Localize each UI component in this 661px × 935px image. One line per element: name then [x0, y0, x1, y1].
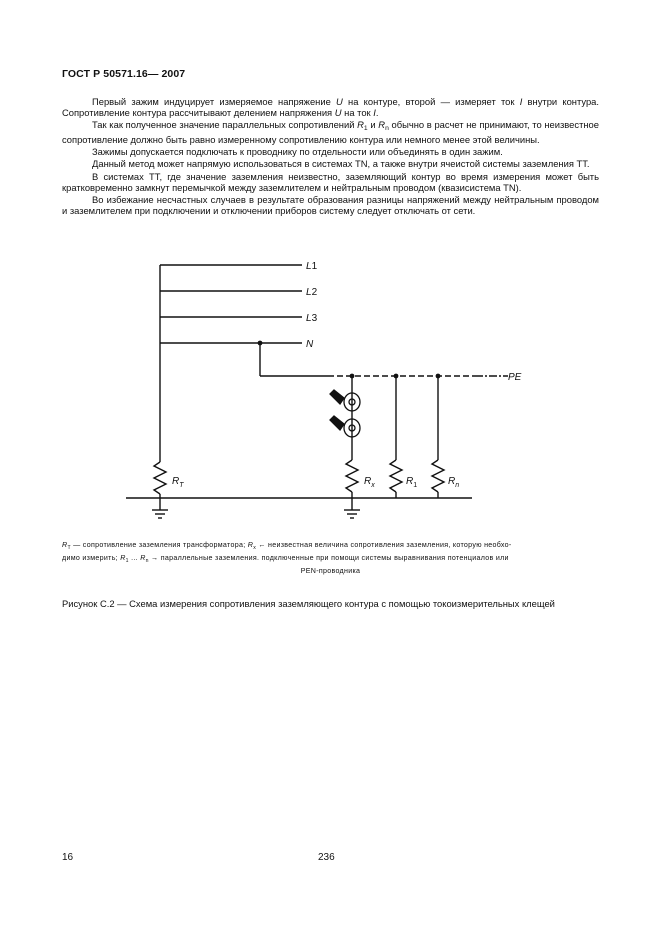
- paragraph-3: Зажимы допускается подключать к проводнику по отдельности или объединять в один зажим.: [92, 146, 503, 158]
- current-clamp-icon: [330, 390, 360, 437]
- paragraph-5: В системах ТТ, где значение заземления неизвестно, заземляющий контур во время измерения может быть кратковременно замкнут перемычкой между заземлителем и нейтральным проводом (квазисистема TN).: [62, 170, 599, 193]
- legend-line-1: $R_T$ — сопротивление заземления трансформатора; $R_x$ ← неизвестная величина сопротивления заземления, которую необхо-: [62, 541, 512, 551]
- label-l3: L: [306, 313, 312, 324]
- label-pe: PE: [508, 372, 522, 383]
- svg-text:L1: L1: [306, 261, 318, 272]
- svg-text:L3: L3: [306, 313, 318, 324]
- page-number-left: 16: [62, 852, 74, 863]
- svg-text:Rn: $R_n$: [448, 476, 460, 489]
- label-rt: R: [172, 476, 180, 487]
- svg-text:RT: $R_T$: [172, 476, 184, 489]
- figure-caption: Рисунок С.2 — Схема измерения сопротивления заземляющего контура с помощью токоизмерительных клещей: [62, 598, 555, 609]
- page-number-center: 236: [318, 852, 335, 863]
- svg-text:L2: L2: [306, 287, 318, 298]
- paragraph-2: Так как полученное значение параллельных сопротивлений $R_1$ и $R_n$ обычно в расчет не принимают, то неизвестное сопротивление должно быть равно измеренному сопротивлению контура или немного менее этой величины.: [62, 119, 599, 146]
- figure-legend: [62, 540, 599, 576]
- paragraph-1: Первый зажим индуцирует измеряемое напряжение U на контуре, второй — измеряет ток I внутри контура. Сопротивление контура рассчитывают делением напряжения U на ток I.: [62, 96, 599, 119]
- body-text: [62, 96, 599, 216]
- label-l2: L: [306, 287, 312, 298]
- label-n: N: [306, 339, 314, 350]
- svg-text:Rx: $R_x$: [364, 476, 375, 489]
- legend-line-2: димо измерить; $R_1$ ... $R_n$ → параллельные заземления. подключенные при помощи системы выравнивания потенциалов или: [62, 554, 509, 564]
- label-r1: R: [406, 476, 414, 487]
- label-rn: R: [448, 476, 456, 487]
- label-rx: R: [364, 476, 372, 487]
- legend-line-3: PEN-проводника: [300, 567, 361, 575]
- svg-text:R1: $R_1$: [406, 476, 418, 489]
- paragraph-4: Данный метод может напрямую использоваться в системах TN, а также внутри ячеистой системы заземления ТТ.: [92, 158, 590, 170]
- circuit-diagram: [130, 252, 522, 524]
- document-id: ГОСТ Р 50571.16— 2007: [62, 68, 186, 80]
- label-l1: L: [306, 261, 312, 272]
- paragraph-6: Во избежание несчастных случаев в результате образования разницы напряжений между нейтральным проводом и заземлителем при подключении и отключении приборов систему следует отключать от сети.: [62, 193, 599, 216]
